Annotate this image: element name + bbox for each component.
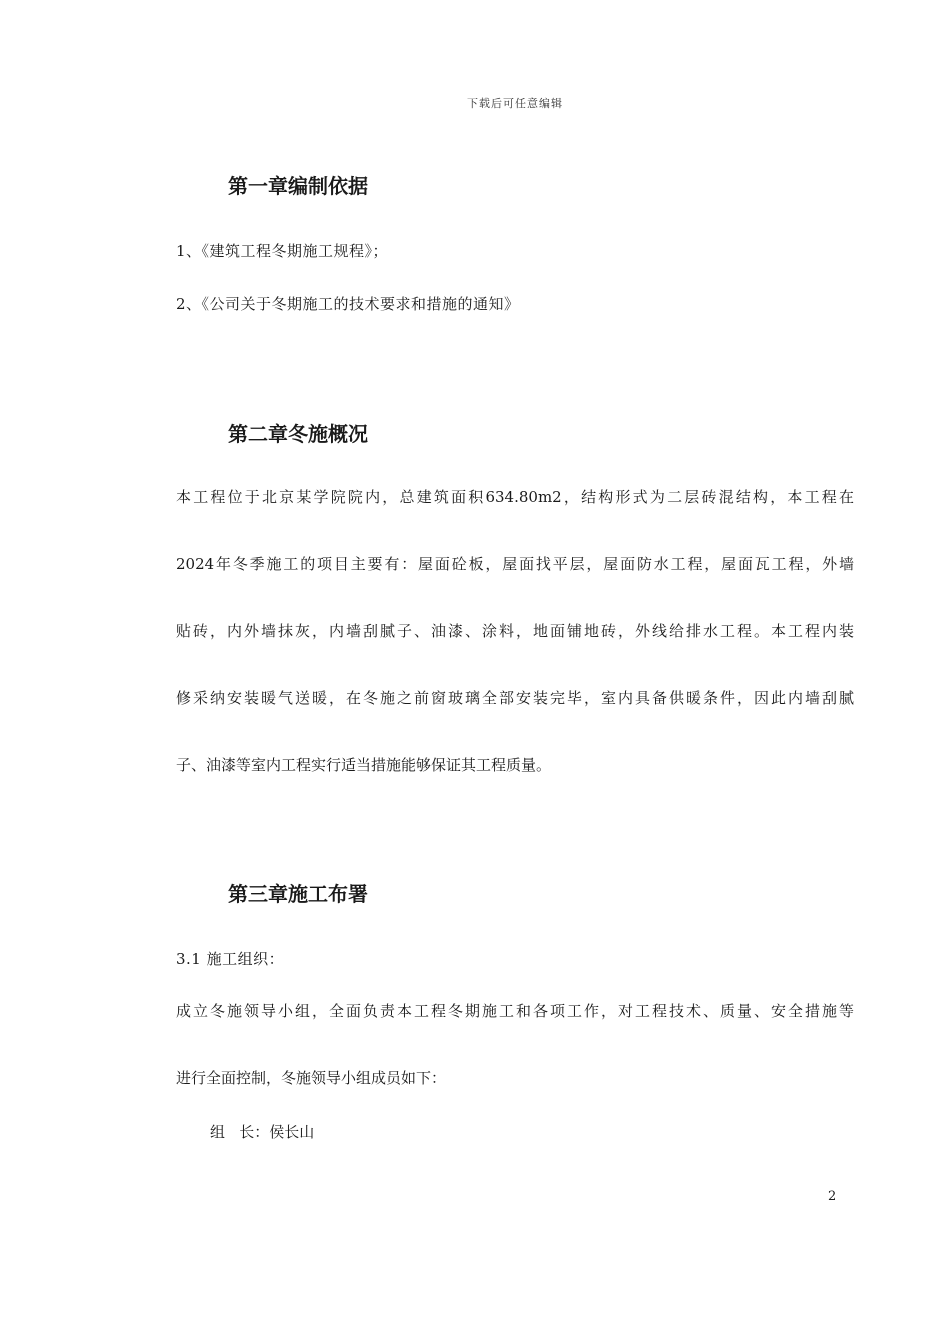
team-leader-line: 组 长：侯长山 — [210, 1123, 315, 1141]
chapter1-item-1: 1、《建筑工程冬期施工规程》； — [176, 242, 389, 260]
chapter1-item-2: 2、《公司关于冬期施工的技术要求和措施的通知》 — [176, 295, 520, 313]
chapter2-line-4: 修采纳安装暖气送暖，在冬施之前窗玻璃全部安装完毕，室内具备供暖条件，因此内墙刮腻 — [176, 689, 854, 707]
chapter3-title: 第三章施工布署 — [228, 882, 368, 906]
chapter3-line-1: 成立冬施领导小组，全面负责本工程冬期施工和各项工作，对工程技术、质量、安全措施等 — [176, 1002, 854, 1020]
chapter2-line-1: 本工程位于北京某学院院内，总建筑面积634.80m2，结构形式为二层砖混结构，本工程在 — [176, 488, 854, 506]
chapter2-line-3: 贴砖，内外墙抹灰，内墙刮腻子、油漆、涂料，地面铺地砖，外线给排水工程。本工程内装 — [176, 622, 854, 640]
section-3-1-heading: 3.1 施工组织： — [176, 950, 285, 968]
chapter2-line-2: 2024年冬季施工的项目主要有：屋面砼板，屋面找平层，屋面防水工程，屋面瓦工程，外墙 — [176, 555, 854, 573]
chapter2-title: 第二章冬施概况 — [228, 422, 368, 446]
chapter2-line-5: 子、油漆等室内工程实行适当措施能够保证其工程质量。 — [176, 756, 552, 774]
header-note: 下载后可任意编辑 — [467, 97, 563, 110]
page-number: 2 — [828, 1189, 837, 1204]
chapter3-line-2: 进行全面控制，冬施领导小组成员如下： — [176, 1069, 447, 1087]
chapter1-title: 第一章编制依据 — [228, 174, 368, 198]
